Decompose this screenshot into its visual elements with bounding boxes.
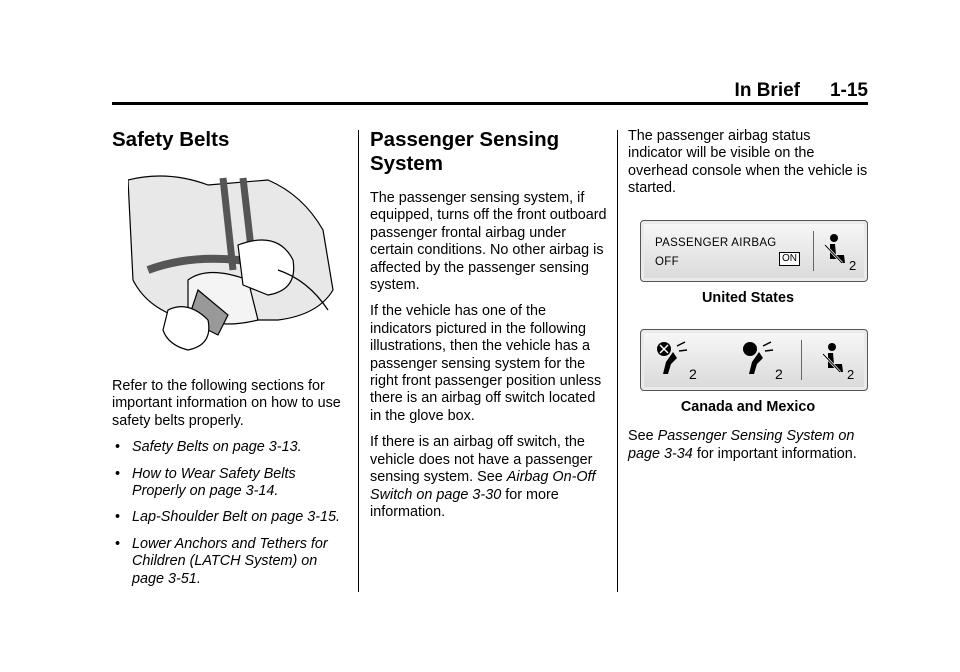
- passenger-sensing-p3: If there is an airbag off switch, the vehicle does not have a passenger sensing system. See Airbag On-Off Switch on page 3-30 for more information.: [370, 434, 596, 520]
- panel-divider: [813, 231, 814, 271]
- reference-item[interactable]: • Lap-Shoulder Belt on page 3-15.: [115, 509, 341, 526]
- safety-belts-intro: Refer to the following sections for important information on how to use safety belts properly.: [112, 378, 341, 429]
- seated-passenger-icon: [821, 233, 847, 267]
- column-safety-belts: [112, 128, 350, 597]
- panel-number: 2: [847, 367, 855, 383]
- reference-item[interactable]: • Safety Belts on page 3-13.: [115, 439, 302, 456]
- section-title: In Brief: [734, 80, 800, 101]
- passenger-sensing-heading: Passenger Sensing System: [370, 128, 560, 175]
- safety-belts-heading: Safety Belts: [112, 128, 230, 151]
- reference-item[interactable]: • How to Wear Safety Belts Properly on page 3-14.: [115, 465, 296, 500]
- caption-canada-mexico: Canada and Mexico: [680, 399, 816, 416]
- safety-belts-references: [112, 439, 350, 588]
- safety-belt-illustration: [128, 170, 338, 360]
- panel-divider: [801, 340, 802, 380]
- panel-on-label: ON: [779, 252, 800, 266]
- indicator-panel-us: [640, 220, 868, 282]
- panel-number: 2: [849, 257, 857, 273]
- header-rule: [112, 102, 868, 105]
- panel-number: 2: [689, 366, 698, 383]
- column-divider-1: [358, 130, 359, 592]
- page-number: 1-15: [829, 80, 868, 101]
- airbag-on-icon: [741, 340, 775, 378]
- reference-item[interactable]: • Lower Anchors and Tethers for Children (LATCH System) on page 3-51.: [115, 535, 328, 587]
- caption-united-states: United States: [702, 289, 794, 306]
- passenger-sensing-p1: The passenger sensing system, if equipped, turns off the front outboard passenger frontal airbag under certain conditions. No other airbag is affected by the passenger sensing system.: [370, 190, 607, 294]
- column-divider-2: [617, 130, 618, 592]
- passenger-sensing-link[interactable]: Passenger Sensing System on page 3-34: [628, 428, 855, 462]
- seated-passenger-icon: [819, 342, 845, 376]
- page-header: [112, 78, 868, 104]
- column-passenger-sensing: [370, 128, 608, 530]
- panel-label: PASSENGER AIRBAG: [655, 236, 777, 249]
- indicator-intro: The passenger airbag status indicator will be visible on the overhead console when the vehicle is started.: [628, 128, 868, 197]
- see-also-text: See Passenger Sensing System on page 3-34 for important information.: [628, 428, 857, 462]
- indicator-panel-canada: [640, 329, 868, 391]
- column-indicators: [628, 128, 868, 472]
- airbag-switch-link[interactable]: Airbag On-Off Switch on page 3-30: [370, 469, 596, 503]
- airbag-off-icon: [655, 340, 689, 378]
- panel-off-label: OFF: [655, 255, 679, 268]
- panel-number: 2: [775, 366, 784, 383]
- passenger-sensing-p2: If the vehicle has one of the indicators pictured in the following illustrations, then the vehicle has a passenger sensing system for the right front passenger position unless there is an airbag off switch located in the glove box.: [370, 303, 602, 424]
